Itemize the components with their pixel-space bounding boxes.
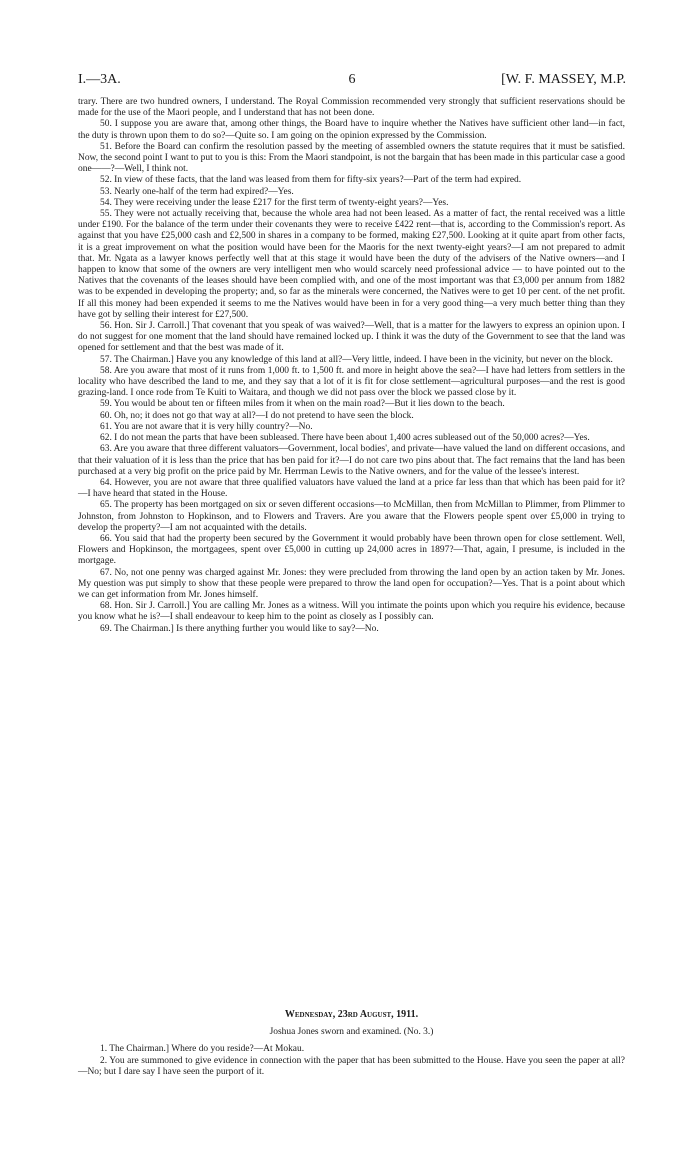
question-2: 2. You are summoned to give evidence in connection with the paper that has been submitted to the House. Have you seen the paper at all?—No; but I dare say I have seen the purport of it. [78, 1055, 625, 1077]
question-57: 57. The Chairman.] Have you any knowledge of this land at all?—Very little, indeed. I have been in the vicinity, but never on the block. [100, 354, 613, 365]
session-date: Wednesday, 23rd August, 1911. [284, 1009, 419, 1020]
new-witness-section [78, 1009, 625, 1078]
witness-name-header: [W. F. MASSEY, M.P. [501, 72, 626, 87]
question-59: 59. You would be about ten or fifteen miles from it when on the main road?—But it lies down to the beach. [100, 399, 505, 410]
question-50: 50. I suppose you are aware that, among other things, the Board have to inquire whether the Natives have sufficient other land—in fact, the duty is thrown upon them to do so?—Quite so. I am going on the opinion expressed by the Commission. [78, 119, 625, 141]
question-61: 61. You are not aware that it is very hilly country?—No. [100, 421, 313, 432]
page-header [78, 72, 626, 92]
question-56: 56. Hon. Sir J. Carroll.] That covenant that you speak of was waived?—Well, that is a matter for the lawyers to express an opinion upon. I do not suggest for one moment that the land should have remained locked up. I think it was the duty of the Government to see that the land was opened for settlement and that the best was made of it. [78, 321, 625, 354]
question-1: 1. The Chairman.] Where do you reside?—At Mokau. [100, 1044, 305, 1055]
question-68: 68. Hon. Sir J. Carroll.] You are calling Mr. Jones as a witness. Will you intimate the points upon which you require his evidence, because you know what he is?—I shall endeavour to keep him to the point as closely as I possibly can. [78, 601, 625, 623]
evidence-text [78, 97, 625, 635]
new-witness-questions [78, 1044, 625, 1078]
paper-reference: I.—3A. [78, 72, 121, 87]
question-55: 55. They were not actually receiving that, because the whole area had not been leased. As a matter of fact, the rental received was a little under £190. For the balance of the term under their covenants they were to receive £422 rent—that is, according to the Commission's report. As against that you have £25,000 cash and £2,500 in shares in a company to be formed, making £27,500. Looking at it quite apart from other facts, it is a great improvement on what the position would have been for the Maoris for the next twenty-eight years?—I am not prepared to admit that. Mr. Ngata as a lawyer knows perfectly well that at this stage it would have been the duty of the advisers of the Native owners—and I happen to know that some of the owners are very intelligent men who would scarcely need professional advice — to have pointed out to the Natives that the covenants of the leases should have been complied with, and one of the most important was that £3,000 per annum from 1882 was to be expended in developing the property; and, so far as the minerals were concerned, the Natives were to get 10 per cent. of the net profit. If all this money had been expended it seems to me the Natives would have been in for a very good thing—a very much better thing than they have got by selling their interest for £27,500. [78, 209, 625, 320]
question-69: 69. The Chairman.] Is there anything further you would like to say?—No. [100, 623, 379, 634]
paragraph-continued: trary. There are two hundred owners, I understand. The Royal Commission recommended very strongly that sufficient reservations should be made for the use of the Maori people, and I understand that has not been done. [78, 97, 625, 119]
question-65: 65. The property has been mortgaged on six or seven different occasions—to McMillan, then from McMillan to Plimmer, from Plimmer to Johnston, from Johnston to Hopkinson, and to Flowers and Travers. Are you aware that the Flowers people spent over £5,000 in trying to develop the property?—I am not acquainted with the details. [78, 500, 625, 533]
question-63: 63. Are you aware that three different valuators—Government, local bodies', and private—have valued the land on different occasions, and that their valuation of it is less than the price that has ben paid for it?—I do not care two pins about that. The fact remains that the land has been purchased at a very big profit on the price paid by Mr. Herrman Lewis to the Native owners, and for the value of the lessee's interest. [78, 444, 625, 477]
question-54: 54. They were receiving under the lease £217 for the first term of twenty-eight years?—Yes. [100, 197, 449, 208]
question-58: 58. Are you aware that most of it runs from 1,000 ft. to 1,500 ft. and more in height above the sea?—I have had letters from settlers in the locality who have described the land to me, and they say that a lot of it is fit for close settlement—agricultural purposes—and the rest is good grazing-land. I once rode from Te Kuiti to Waitara, and though we did not pass over the block we passed close by it. [78, 365, 625, 399]
question-60: 60. Oh, no; it does not go that way at all?—I do not pretend to have seen the block. [100, 410, 414, 421]
question-67: 67. No, not one penny was charged against Mr. Jones: they were precluded from throwing the land open by an action taken by Mr. Jones. My question was put simply to show that these people were prepared to throw the land open for occupation?—Yes. That is a point about which we can get information from Mr. Jones himself. [78, 567, 625, 600]
page-number: 6 [348, 72, 356, 87]
question-64: 64. However, you are not aware that three qualified valuators have valued the land at a price far less than that which has been paid for it?—I have heard that stated in the House. [78, 477, 625, 500]
question-53: 53. Nearly one-half of the term had expired?—Yes. [100, 186, 294, 197]
question-51: 51. Before the Board can confirm the resolution passed by the meeting of assembled owners the statute requires that it must be satisfied. Now, the second point I want to put to you is this: From the Maori standpoint, is not the bargain that has been made in this particular case a good one——?—Well, I think not. [78, 141, 625, 175]
witness-sworn-line: Joshua Jones sworn and examined. (No. 3.) [269, 1027, 434, 1038]
question-66: 66. You said that had the property been secured by the Government it would probably have been thrown open for close settlement. Well, Flowers and Hopkinson, the mortgagees, spent over £5,000 in cutting up 24,000 acres in 1897?—That, again, I presume, is included in the mortgage. [78, 533, 625, 567]
question-52: 52. In view of these facts, that the land was leased from them for fifty-six years?—Part of the term had expired. [100, 175, 522, 186]
question-62: 62. I do not mean the parts that have been subleased. There have been about 1,400 acres subleased out of the 50,000 acres?—Yes. [100, 433, 590, 444]
